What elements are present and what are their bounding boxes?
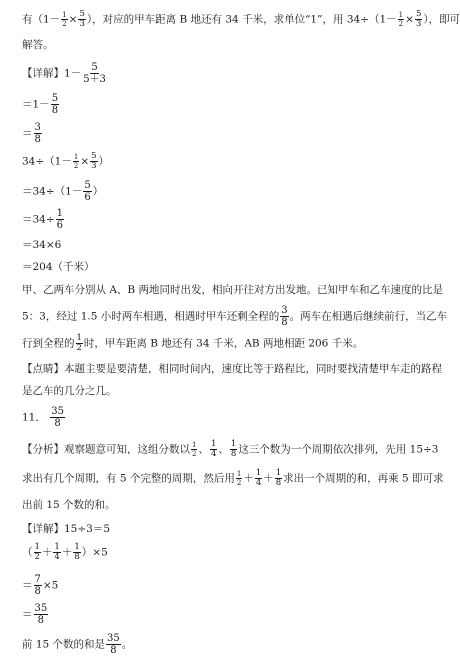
fraction [73, 153, 79, 170]
q11-analysis-line-2 [22, 469, 444, 488]
denominator: 6 [56, 220, 64, 231]
denominator: 8 [275, 478, 282, 488]
analysis-line-1 [22, 10, 460, 29]
fraction [191, 441, 197, 458]
numerator: 1 [275, 468, 282, 478]
text: ），对应的甲车距离 B 地还有 34 千米，求单位“1”，用 34÷（1－ [86, 13, 397, 26]
numerator: 1 [192, 441, 197, 449]
numerator: 1 [230, 439, 237, 449]
text: ＝ [22, 127, 33, 140]
fraction [78, 10, 85, 29]
numerator: 1 [76, 333, 82, 343]
numerator: 1 [236, 470, 242, 478]
detail-line-8: ＝204（千米） [22, 261, 95, 273]
fraction [51, 93, 59, 116]
text: ）×5 [81, 546, 108, 559]
denominator: 4 [255, 478, 262, 488]
denominator: 3 [91, 161, 97, 171]
text: 【详解】1－ [22, 67, 82, 80]
text: 34÷（1－ [22, 155, 72, 168]
text: × [68, 13, 78, 26]
numerator: 1 [34, 542, 40, 552]
fraction [415, 10, 422, 29]
fraction [34, 574, 42, 597]
text: ＝1－ [22, 98, 50, 111]
fraction [50, 406, 65, 429]
text: ），即可 [423, 13, 460, 26]
detail-line-6 [22, 208, 65, 231]
text: 。两车在相遇后继续前行，当乙车 [289, 310, 448, 323]
denominator: 8 [74, 552, 80, 562]
denominator: 2 [236, 479, 242, 487]
detail-line-7: ＝34×6 [22, 239, 62, 251]
numerator: 1 [398, 11, 404, 19]
summary-line-2 [22, 305, 447, 328]
text: × [405, 13, 414, 26]
fraction [56, 208, 64, 231]
fraction [275, 469, 282, 488]
denominator: 3 [79, 19, 85, 29]
numerator: 3 [281, 305, 288, 316]
fraction [230, 440, 237, 459]
fraction [53, 543, 60, 562]
text: ＋ [243, 472, 254, 485]
denominator: 5＋3 [83, 74, 106, 85]
q11-analysis-line-3: 出前 15 个数的和。 [22, 499, 116, 511]
numerator: 5 [91, 62, 98, 73]
text: （ [22, 546, 33, 559]
denominator: 8 [34, 586, 41, 597]
q11-detail-line-4 [22, 603, 49, 626]
q11-detail-line-2 [22, 543, 108, 562]
question-number: 11． [22, 411, 46, 424]
detail-line-3 [22, 122, 43, 145]
numerator: 1 [73, 153, 79, 161]
q11-detail-line-3 [22, 574, 58, 597]
fraction [34, 543, 41, 562]
text: 、 [198, 443, 209, 456]
denominator: 2 [76, 343, 82, 353]
denominator: 8 [51, 105, 59, 116]
text: ） [98, 155, 110, 168]
fraction [90, 152, 97, 171]
fraction [34, 603, 49, 626]
denominator: 8 [34, 134, 41, 145]
numerator: 7 [34, 574, 41, 585]
fraction [280, 305, 288, 328]
denominator: 2 [62, 20, 67, 28]
fraction [61, 11, 67, 28]
numerator: 5 [415, 9, 422, 19]
denominator: 2 [192, 450, 197, 458]
denominator: 4 [54, 552, 60, 562]
tip-line-1: 【点睛】本题主要是要清楚，相同时间内，速度比等于路程比，同时要找清楚甲车走的路程 [22, 363, 442, 375]
text: 求出一个周期的和，再乘 5 即可求 [283, 472, 444, 485]
denominator: 3 [415, 19, 422, 29]
numerator: 1 [74, 542, 80, 552]
fraction [210, 440, 217, 459]
summary-line-1: 甲、乙两车分别从 A、B 两地同时出发，相向开往对方出发地。已知甲车和乙车速度的比是 [22, 284, 443, 296]
detail-line-5 [22, 180, 103, 203]
denominator: 8 [230, 449, 237, 459]
text: ＝ [22, 579, 33, 592]
text: 有（1－ [22, 13, 61, 26]
fraction [255, 469, 262, 488]
fraction [83, 180, 91, 203]
fraction [34, 122, 42, 145]
q11-analysis-line-1 [22, 440, 439, 459]
text: × [80, 155, 90, 168]
analysis-line-2: 解答。 [22, 39, 54, 51]
denominator: 8 [110, 645, 117, 656]
summary-line-3 [22, 334, 363, 353]
text: ＝ [22, 608, 33, 621]
denominator: 8 [54, 418, 61, 429]
numerator: 1 [210, 439, 217, 449]
tip-line-2: 是乙车的几分之几。 [22, 385, 117, 397]
numerator: 35 [34, 603, 48, 614]
text: 5：3，经过 1.5 小时两车相遇，相遇时甲车还剩全程的 [22, 310, 280, 323]
q11-detail-line-1: 【详解】15÷3＝5 [22, 523, 111, 535]
numerator: 1 [62, 11, 67, 19]
text: ＝34÷ [22, 213, 55, 226]
detail-line-1 [22, 62, 108, 85]
numerator: 1 [56, 208, 64, 219]
text: 。 [121, 638, 133, 651]
numerator: 35 [51, 406, 64, 417]
text: 时，甲车距离 B 地还有 34 千米，AB 两地相距 206 千米。 [83, 337, 364, 350]
detail-line-4 [22, 152, 109, 171]
text: 行到全程的 [22, 337, 75, 350]
denominator: 6 [84, 192, 91, 203]
numerator: 5 [51, 93, 59, 104]
numerator: 35 [107, 633, 120, 644]
text: ＋ [61, 546, 73, 559]
numerator: 5 [79, 9, 85, 19]
text: ×5 [42, 579, 59, 592]
numerator: 3 [34, 122, 41, 133]
denominator: 2 [398, 20, 404, 28]
numerator: 5 [91, 151, 97, 161]
text: ＋ [41, 546, 53, 559]
denominator: 8 [281, 317, 288, 328]
text: ＝34÷（1－ [22, 185, 83, 198]
fraction [106, 633, 121, 656]
denominator: 2 [34, 552, 40, 562]
fraction [236, 470, 242, 487]
fraction [73, 543, 80, 562]
text: ） [92, 185, 104, 198]
text: 、 [218, 443, 229, 456]
fraction [76, 334, 83, 353]
denominator: 4 [210, 449, 217, 459]
numerator: 1 [54, 542, 60, 552]
denominator: 2 [73, 162, 79, 170]
text: 前 15 个数的和是 [22, 638, 106, 651]
text: ＋ [263, 472, 274, 485]
text: 这三个数为一个周期依次排列，先用 15÷3 [238, 443, 439, 456]
fraction [82, 62, 107, 85]
fraction [398, 11, 404, 28]
numerator: 5 [84, 180, 91, 191]
detail-line-2 [22, 93, 60, 116]
denominator: 8 [37, 615, 45, 626]
text: 【分析】观察题意可知，这组分数以 [22, 443, 190, 456]
q11-conclusion [22, 633, 132, 656]
text: 求出有几个周期，有 5 个完整的周期，然后用 [22, 472, 235, 485]
numerator: 1 [255, 468, 262, 478]
question-11-answer [22, 406, 66, 429]
